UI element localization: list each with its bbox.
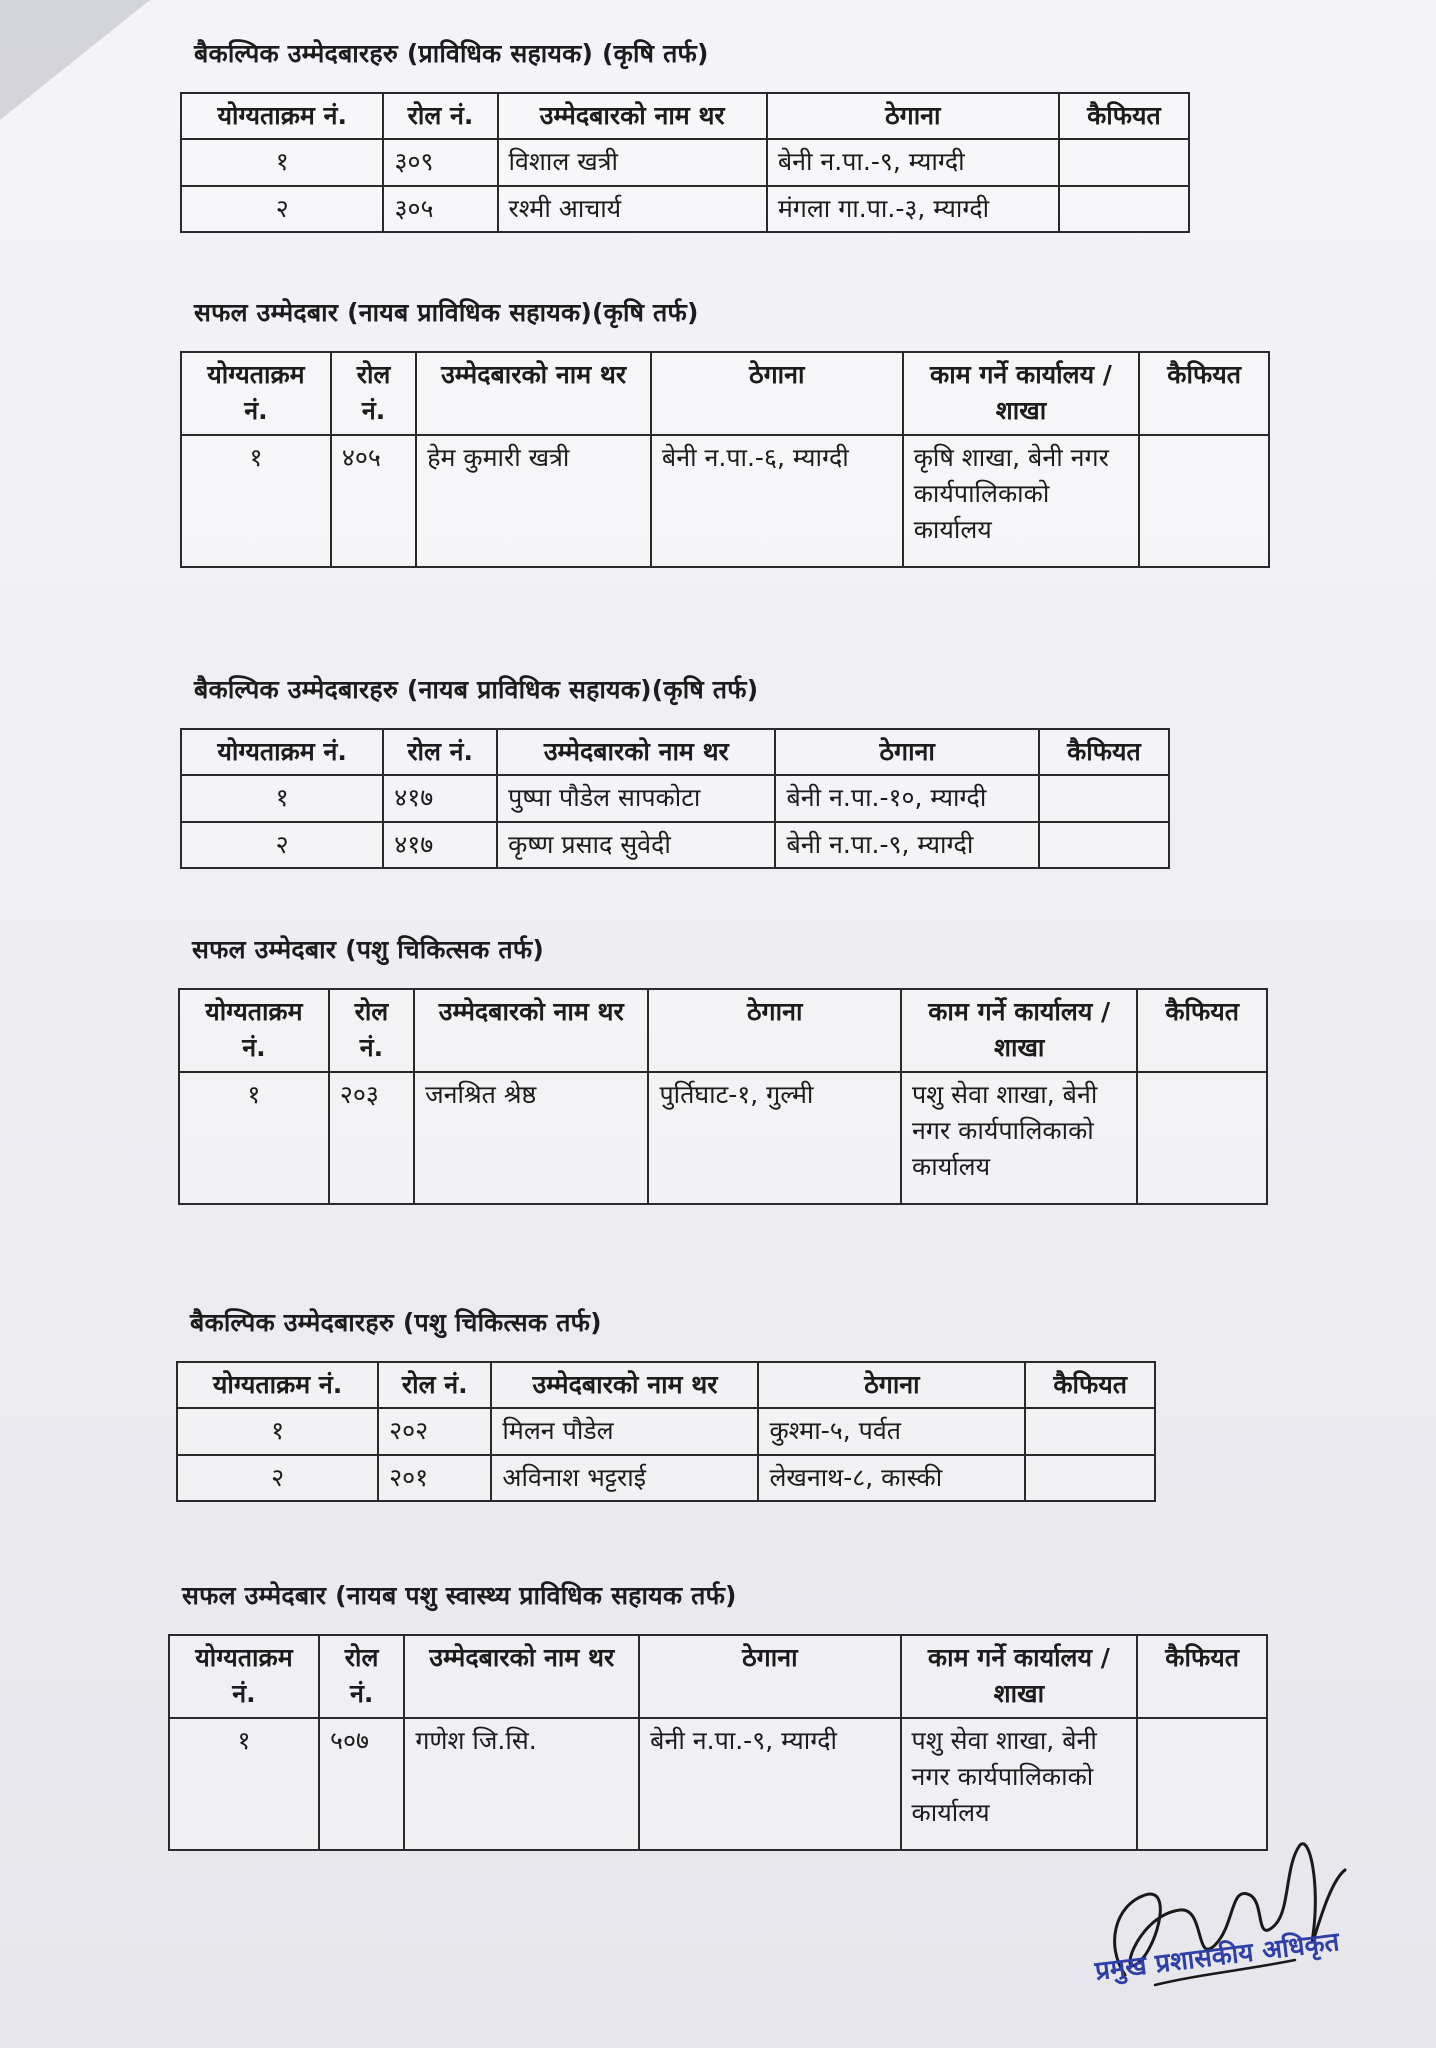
cell-name: हेम कुमारी खत्री — [416, 435, 651, 567]
section-alt-technical-assistant-agri — [180, 36, 1190, 233]
candidates-table — [180, 92, 1190, 233]
header-office: काम गर्ने कार्यालय / शाखा — [903, 352, 1140, 435]
cell-roll: २०१ — [378, 1455, 491, 1501]
header-roll: रोल नं. — [319, 1635, 404, 1718]
cell-rank: १ — [181, 435, 331, 567]
candidates-table — [176, 1361, 1156, 1502]
table-row — [177, 1455, 1155, 1501]
cell-roll: ४१७ — [383, 822, 497, 868]
cell-rank: २ — [181, 186, 383, 232]
table-header-row — [179, 989, 1267, 1072]
header-office: काम गर्ने कार्यालय / शाखा — [901, 989, 1137, 1072]
cell-remarks — [1137, 1072, 1267, 1204]
header-name: उम्मेदबारको नाम थर — [497, 729, 775, 775]
header-rank: योग्यताक्रम नं. — [181, 352, 331, 435]
header-roll: रोल नं. — [378, 1362, 491, 1408]
header-address: ठेगाना — [651, 352, 903, 435]
header-name: उम्मेदबारको नाम थर — [414, 989, 648, 1072]
cell-address: बेनी न.पा.-९, म्याग्दी — [767, 139, 1059, 185]
cell-rank: २ — [181, 822, 383, 868]
cell-roll: ३०५ — [383, 186, 497, 232]
cell-name: पुष्पा पौडेल सापकोटा — [497, 775, 775, 821]
header-address: ठेगाना — [767, 93, 1059, 139]
cell-name: जनश्रित श्रेष्ठ — [414, 1072, 648, 1204]
cell-rank: १ — [179, 1072, 329, 1204]
header-address: ठेगाना — [639, 1635, 900, 1718]
table-row — [181, 822, 1169, 868]
cell-address: मंगला गा.पा.-३, म्याग्दी — [767, 186, 1059, 232]
table-row — [181, 435, 1269, 567]
header-remarks: कैफियत — [1137, 1635, 1267, 1718]
page-fold-corner — [0, 0, 150, 120]
cell-remarks — [1039, 822, 1169, 868]
header-rank: योग्यताक्रम नं. — [177, 1362, 378, 1408]
header-remarks: कैफियत — [1025, 1362, 1155, 1408]
cell-name: रश्मी आचार्य — [498, 186, 767, 232]
cell-rank: १ — [181, 139, 383, 185]
cell-roll: २०३ — [329, 1072, 414, 1204]
header-name: उम्मेदबारको नाम थर — [416, 352, 651, 435]
section-title: सफल उम्मेदबार (नायब पशु स्वास्थ्य प्राविधिक सहायक तर्फ) — [182, 1581, 737, 1610]
header-address: ठेगाना — [648, 989, 901, 1072]
cell-roll: ३०९ — [383, 139, 497, 185]
candidates-table — [178, 988, 1268, 1205]
header-remarks: कैफियत — [1059, 93, 1189, 139]
section-success-sub-livestock-health-assistant — [168, 1578, 1268, 1851]
cell-remarks — [1039, 775, 1169, 821]
cell-office: कृषि शाखा, बेनी नगर कार्यपालिकाको कार्यालय — [903, 435, 1140, 567]
cell-address: लेखनाथ-८, कास्की — [758, 1455, 1025, 1501]
header-name: उम्मेदबारको नाम थर — [491, 1362, 758, 1408]
signature — [1085, 1825, 1385, 2015]
header-roll: रोल नं. — [383, 93, 497, 139]
cell-name: विशाल खत्री — [498, 139, 767, 185]
table-header-row — [181, 93, 1189, 139]
cell-rank: २ — [177, 1455, 378, 1501]
table-row — [181, 775, 1169, 821]
cell-roll: ४०५ — [331, 435, 416, 567]
cell-name: कृष्ण प्रसाद सुवेदी — [497, 822, 775, 868]
header-name: उम्मेदबारको नाम थर — [404, 1635, 639, 1718]
section-title: सफल उम्मेदबार (नायब प्राविधिक सहायक)(कृषि तर्फ) — [194, 298, 699, 327]
header-remarks: कैफियत — [1039, 729, 1169, 775]
section-title: बैकल्पिक उम्मेदबारहरु (पशु चिकित्सक तर्फ) — [190, 1308, 602, 1337]
candidates-table — [168, 1634, 1268, 1851]
section-alt-sub-technical-assistant-agri — [180, 672, 1170, 869]
table-header-row — [177, 1362, 1155, 1408]
cell-name: मिलन पौडेल — [491, 1408, 758, 1454]
cell-address: बेनी न.पा.-९, म्याग्दी — [775, 822, 1038, 868]
header-roll: रोल नं. — [383, 729, 497, 775]
header-roll: रोल नं. — [329, 989, 414, 1072]
cell-office: पशु सेवा शाखा, बेनी नगर कार्यपालिकाको कार्यालय — [901, 1072, 1137, 1204]
cell-roll: ५०७ — [319, 1718, 404, 1850]
cell-rank: १ — [169, 1718, 319, 1850]
header-rank: योग्यताक्रम नं. — [181, 729, 383, 775]
candidates-table — [180, 351, 1270, 568]
header-rank: योग्यताक्रम नं. — [179, 989, 329, 1072]
table-row — [177, 1408, 1155, 1454]
cell-address: बेनी न.पा.-१०, म्याग्दी — [775, 775, 1038, 821]
cell-remarks — [1059, 139, 1189, 185]
header-remarks: कैफियत — [1139, 352, 1269, 435]
section-success-sub-technical-assistant-agri — [180, 295, 1270, 568]
cell-roll: ४१७ — [383, 775, 497, 821]
table-row — [181, 139, 1189, 185]
table-header-row — [181, 729, 1169, 775]
section-title: बैकल्पिक उम्मेदबारहरु (प्राविधिक सहायक) (कृषि तर्फ) — [194, 39, 709, 68]
section-title: सफल उम्मेदबार (पशु चिकित्सक तर्फ) — [192, 935, 544, 964]
header-office: काम गर्ने कार्यालय / शाखा — [901, 1635, 1138, 1718]
table-row — [181, 186, 1189, 232]
cell-address: बेनी न.पा.-६, म्याग्दी — [651, 435, 903, 567]
cell-remarks — [1139, 435, 1269, 567]
header-rank: योग्यताक्रम नं. — [169, 1635, 319, 1718]
cell-remarks — [1059, 186, 1189, 232]
cell-name: अविनाश भट्टराई — [491, 1455, 758, 1501]
cell-address: बेनी न.पा.-९, म्याग्दी — [639, 1718, 900, 1850]
header-rank: योग्यताक्रम नं. — [181, 93, 383, 139]
section-alt-veterinarian — [176, 1305, 1156, 1502]
designation-stamp: प्रमुख प्रशासकीय अधिकृत — [1093, 1927, 1341, 1987]
header-address: ठेगाना — [775, 729, 1038, 775]
cell-remarks — [1025, 1455, 1155, 1501]
table-header-row — [169, 1635, 1267, 1718]
table-row — [179, 1072, 1267, 1204]
cell-remarks — [1025, 1408, 1155, 1454]
cell-rank: १ — [177, 1408, 378, 1454]
section-success-veterinarian — [178, 932, 1268, 1205]
cell-address: कुश्मा-५, पर्वत — [758, 1408, 1025, 1454]
cell-rank: १ — [181, 775, 383, 821]
header-roll: रोल नं. — [331, 352, 416, 435]
section-title: बैकल्पिक उम्मेदबारहरु (नायब प्राविधिक सहायक)(कृषि तर्फ) — [194, 675, 759, 704]
table-header-row — [181, 352, 1269, 435]
header-remarks: कैफियत — [1137, 989, 1267, 1072]
header-name: उम्मेदबारको नाम थर — [498, 93, 767, 139]
cell-name: गणेश जि.सि. — [404, 1718, 639, 1850]
candidates-table — [180, 728, 1170, 869]
cell-address: पुर्तिघाट-१, गुल्मी — [648, 1072, 901, 1204]
cell-roll: २०२ — [378, 1408, 491, 1454]
header-address: ठेगाना — [758, 1362, 1025, 1408]
cell-office: पशु सेवा शाखा, बेनी नगर कार्यपालिकाको कार्यालय — [901, 1718, 1138, 1850]
